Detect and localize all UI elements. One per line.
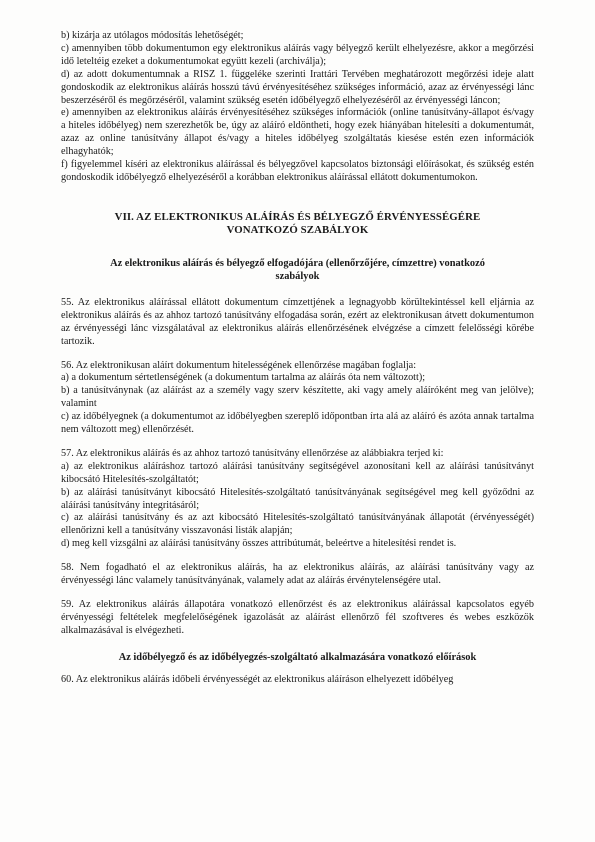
paragraph-55: 55. Az elektronikus aláírással ellátott dokumentum címzettjének a legnagyobb körültekintéssel kell eljárnia az elektronikus aláírás és az ahhoz tartozó tanúsítvány elfogadása során, ezért az elektronikusan átvett dokumentumon az érvényességi lánc vizsgálatával az elektronikus aláírás ellenőrzésének elvégzése a címzett felelősségi körébe tartozik. xyxy=(61,296,534,347)
list-item-b: b) kizárja az utólagos módosítás lehetőségét; xyxy=(61,30,244,41)
section-title-timestamp: Az időbélyegző és az időbélyegzés-szolgáltató alkalmazására vonatkozó előírások xyxy=(118,651,477,663)
chapter-title xyxy=(61,211,534,238)
chapter-title-line1: VII. AZ ELEKTRONIKUS ALÁÍRÁS ÉS BÉLYEGZŐ ÉRVÉNYESSÉGÉRE xyxy=(114,210,481,223)
list-item-e: e) amennyiben az elektronikus aláírás érvényesítéséhez szükséges információk (online tanúsítvány-állapot és/vagy a hiteles időbélyeg) nem szerezhetők be, úgy az aláíró eldöntheti, hogy ezek hiányában hitelesíti a dokumentumát, azaz az online tanúsítvány állapot és/vagy a hiteles időbélyeg szolgáltatás kiesése estén ezen információk elhagyhatók; xyxy=(61,107,534,158)
list-item-c: c) amennyiben több dokumentumon egy elektronikus aláírás vagy bélyegző került elhelyezésre, akkor a megőrzési idő leteltéig ezeket a dokumentumokat együtt kezeli (archiválja); xyxy=(61,42,534,67)
list-item-f: f) figyelemmel kíséri az elektronikus aláírással és bélyegzővel kapcsolatos biztonsági előírásokat, és szükség estén gondoskodik időbélyegző elhelyezéséről a korábban elektronikus aláírással ellátott dokumentumokon. xyxy=(61,159,534,183)
list-item-57b: b) az aláírási tanúsítványt kibocsátó Hitelesítés-szolgáltató tanúsítványának segítségével meg kell győződni az aláírási tanúsítvány integritásáról; xyxy=(61,486,534,511)
paragraph-60: 60. Az elektronikus aláírás időbeli érvényességét az elektronikus aláíráson elhelyezett időbélyeg xyxy=(61,673,454,685)
list-item-57a: a) az elektronikus aláíráshoz tartozó aláírási tanúsítvány segítségével azonosítani kell az aláírási tanúsítványt kibocsátó Hitelesítés-szolgáltatót; xyxy=(61,460,534,485)
paragraph-58: 58. Nem fogadható el az elektronikus aláírás, ha az elektronikus aláírás, az aláírási tanúsítvány vagy az érvényességi lánc valamely tanúsítványának, valamely adat az aláírás érvénytelenségére utal. xyxy=(61,562,534,587)
list-item-56b: b) a tanúsítványnak (az aláírást az a személy vagy szerv készítette, aki vagy amely aláíróként meg van jelölve); valamint xyxy=(61,385,534,410)
list-item-d: d) az adott dokumentumnak a RISZ 1. függeléke szerinti Irattári Tervében meghatározott megőrzési ideje alatt gondoskodik az elektronikus aláírás hosszú távú érvényesítéséhez szükséges információ, azaz az érvényességi lánc beszerzéséről és megőrzéséről, valamint szükség esetén időbélyegző elhelyezéséről az érvényességi láncon; xyxy=(61,68,534,106)
top-list xyxy=(61,30,534,185)
list-item-56a: a) a dokumentum sértetlenségének (a dokumentum tartalma az aláírás óta nem változott); xyxy=(61,372,426,384)
paragraph-59: 59. Az elektronikus aláírás állapotára vonatkozó ellenőrzést és az elektronikus aláírással kapcsolatos egyéb érvényességi feltételek megfelelőségének igazolását az aláírást ellenőrző fél szoftveres és webes eszközök alkalmazásával is elvégezheti. xyxy=(61,599,534,636)
chapter-title-line2: VONATKOZÓ SZABÁLYOK xyxy=(226,224,369,237)
list-item-57d: d) meg kell vizsgálni az aláírási tanúsítvány összes attribútumát, beleértve a hitelesítési rendet is. xyxy=(61,538,457,550)
section-title-acceptor: Az elektronikus aláírás és bélyegző elfogadójára (ellenőrzőjére, címzettre) vonatkozó szabályok xyxy=(110,257,485,282)
paragraph-56-intro: 56. Az elektronikusan aláírt dokumentum hitelességének ellenőrzése magában foglalja: xyxy=(61,359,417,371)
list-item-56c: c) az időbélyegnek (a dokumentumot az időbélyegben szereplő időpontban írta alá az aláíró és azóta annak tartalma nem változott meg) ellenőrzését. xyxy=(61,411,534,436)
list-item-57c: c) az aláírási tanúsítvány és az azt kibocsátó Hitelesítés-szolgáltató tanúsítványának állapotát (érvényességét) ellenőrizni kell a tanúsítvány visszavonási listák alapján; xyxy=(61,512,534,537)
paragraph-57-intro: 57. Az elektronikus aláírás és az ahhoz tartozó tanúsítvány ellenőrzése az alábbiakra terjed ki: xyxy=(61,447,444,459)
